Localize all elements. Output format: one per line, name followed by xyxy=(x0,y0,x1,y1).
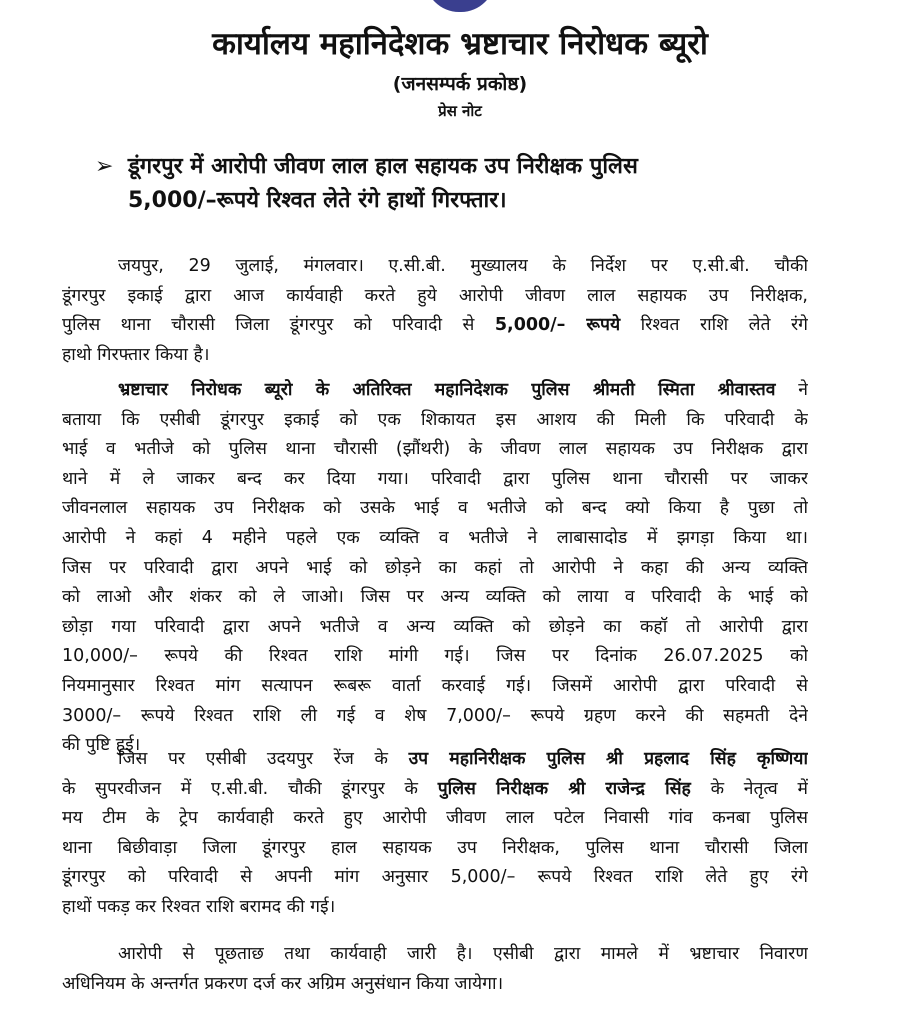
paragraph-line: को लाओ और शंकर को ले जाओ। जिस पर अन्य व्यक्ति को लाया व परिवादी के भाई को xyxy=(62,587,808,608)
paragraph-line: थाने में ले जाकर बन्द कर दिया गया। परिवादी द्वारा पुलिस थाना चौरासी पर जाकर xyxy=(62,468,808,489)
paragraph-line: जयपुर, 29 जुलाई, मंगलवार। ए.सी.बी. मुख्यालय के निर्देश पर ए.सी.बी. चौकी xyxy=(118,256,808,276)
paragraph-line: हाथों पकड़ कर रिश्वत राशि बरामद की गई। xyxy=(62,896,336,917)
paragraph-4 xyxy=(62,940,808,999)
official-name: पुलिस निरीक्षक श्री राजेन्द्र सिंह xyxy=(437,778,691,799)
paragraph-line: मय टीम के ट्रेप कार्यवाही करते हुए आरोपी जीवण लाल पटेल निवासी गांव कनबा पुलिस xyxy=(62,808,808,829)
paragraph-line: जीवनलाल सहायक उप निरीक्षक को उसके भाई व भतीजे को बन्द क्यो किया है पुछा तो xyxy=(62,498,808,519)
headline-line-2: 5,000/–रूपये रिश्वत लेते रंगे हाथों गिरफ्तार। xyxy=(128,188,507,213)
paragraph-line: भाई व भतीजे को पुलिस थाना चौरासी (झौंथरी) के जीवण लाल सहायक उप निरीक्षक द्वारा xyxy=(62,439,808,460)
headline xyxy=(95,150,815,218)
paragraph-line: पुलिस थाना चौरासी जिला डूंगरपुर को परिवादी से 5,000/– रूपये रिश्वत राशि लेते रंगे xyxy=(62,315,808,336)
office-title: कार्यालय महानिदेशक भ्रष्टाचार निरोधक ब्यूरो xyxy=(212,26,708,62)
paragraph-line: हाथो गिरफ्तार किया है। xyxy=(62,344,210,365)
headline-line-1: ➢ डूंगरपुर में आरोपी जीवण लाल हाल सहायक उप निरीक्षक पुलिस xyxy=(95,150,815,184)
paragraph-line: के सुपरवीजन में ए.सी.बी. चौकी डूंगरपुर के पुलिस निरीक्षक श्री राजेन्द्र सिंह के नेतृत्व में xyxy=(62,778,808,799)
paragraph-line: जिस पर एसीबी उदयपुर रेंज के उप महानिरीक्षक पुलिस श्री प्रहलाद सिंह कृष्णिया xyxy=(118,749,808,769)
emblem-logo xyxy=(425,0,495,12)
paragraph-line: छोड़ा गया परिवादी द्वारा अपने भतीजे व अन्य व्यक्ति को छोड़ने का कहॉ तो आरोपी द्वारा xyxy=(62,616,808,637)
official-name: भ्रष्टाचार निरोधक ब्यूरो के अतिरिक्त महानिदेशक पुलिस श्रीमती स्मिता श्रीवास्तव xyxy=(118,380,776,400)
official-name: उप महानिरीक्षक पुलिस श्री प्रहलाद सिंह कृष्णिया xyxy=(408,749,808,769)
cell-subtitle: (जनसम्पर्क प्रकोष्ठ) xyxy=(392,73,528,95)
paragraph-line: नियमानुसार रिश्वत मांग सत्यापन रूबरू वार्ता करवाई गई। जिसमें आरोपी द्वारा परिवादी से xyxy=(62,675,808,696)
paragraph-line: थाना बिछीवाड़ा जिला डूंगरपुर हाल सहायक उप निरीक्षक, पुलिस थाना चौरासी जिला xyxy=(62,837,808,858)
bribe-amount: 5,000/– रूपये xyxy=(494,315,621,336)
press-note-label: प्रेस नोट xyxy=(438,102,482,120)
arrow-bullet-icon: ➢ xyxy=(95,154,114,179)
paragraph-line: 10,000/– रूपये की रिश्वत राशि मांगी गई। जिस पर दिनांक 26.07.2025 को xyxy=(62,646,808,667)
paragraph-line: की पुष्टि हुई। xyxy=(62,735,141,756)
paragraph-1 xyxy=(62,252,808,370)
paragraph-line: अधिनियम के अन्तर्गत प्रकरण दर्ज कर अग्रिम अनुसंधान किया जायेगा। xyxy=(62,973,504,994)
paragraph-line: आरोपी से पूछताछ तथा कार्यवाही जारी है। एसीबी द्वारा मामले में भ्रष्टाचार निवारण xyxy=(118,944,808,964)
paragraph-line: जिस पर परिवादी द्वारा अपने भाई को छोड़ने का कहां तो आरोपी ने कहा की अन्य व्यक्ति xyxy=(62,557,808,578)
paragraph-line: 3000/– रूपये रिश्वत राशि ली गई व शेष 7,000/– रूपये ग्रहण करने की सहमती देने xyxy=(62,705,808,726)
paragraph-2 xyxy=(62,376,808,761)
paragraph-line: भ्रष्टाचार निरोधक ब्यूरो के अतिरिक्त महानिदेशक पुलिस श्रीमती स्मिता श्रीवास्तव ने xyxy=(118,380,808,400)
paragraph-line: आरोपी ने कहां 4 महीने पहले एक व्यक्ति व भतीजे ने लाबासादोड में झगड़ा किया था। xyxy=(62,527,808,548)
paragraph-line: डूंगरपुर इकाई द्वारा आज कार्यवाही करते हुये आरोपी जीवण लाल सहायक उप निरीक्षक, xyxy=(62,285,808,306)
paragraph-line: बताया कि एसीबी डूंगरपुर इकाई को एक शिकायत इस आशय की मिली कि परिवादी के xyxy=(62,409,808,430)
paragraph-line: डूंगरपुर को परिवादी से अपनी मांग अनुसार 5,000/– रूपये रिश्वत राशि लेते हुए रंगे xyxy=(62,867,808,888)
paragraph-3 xyxy=(62,745,808,923)
